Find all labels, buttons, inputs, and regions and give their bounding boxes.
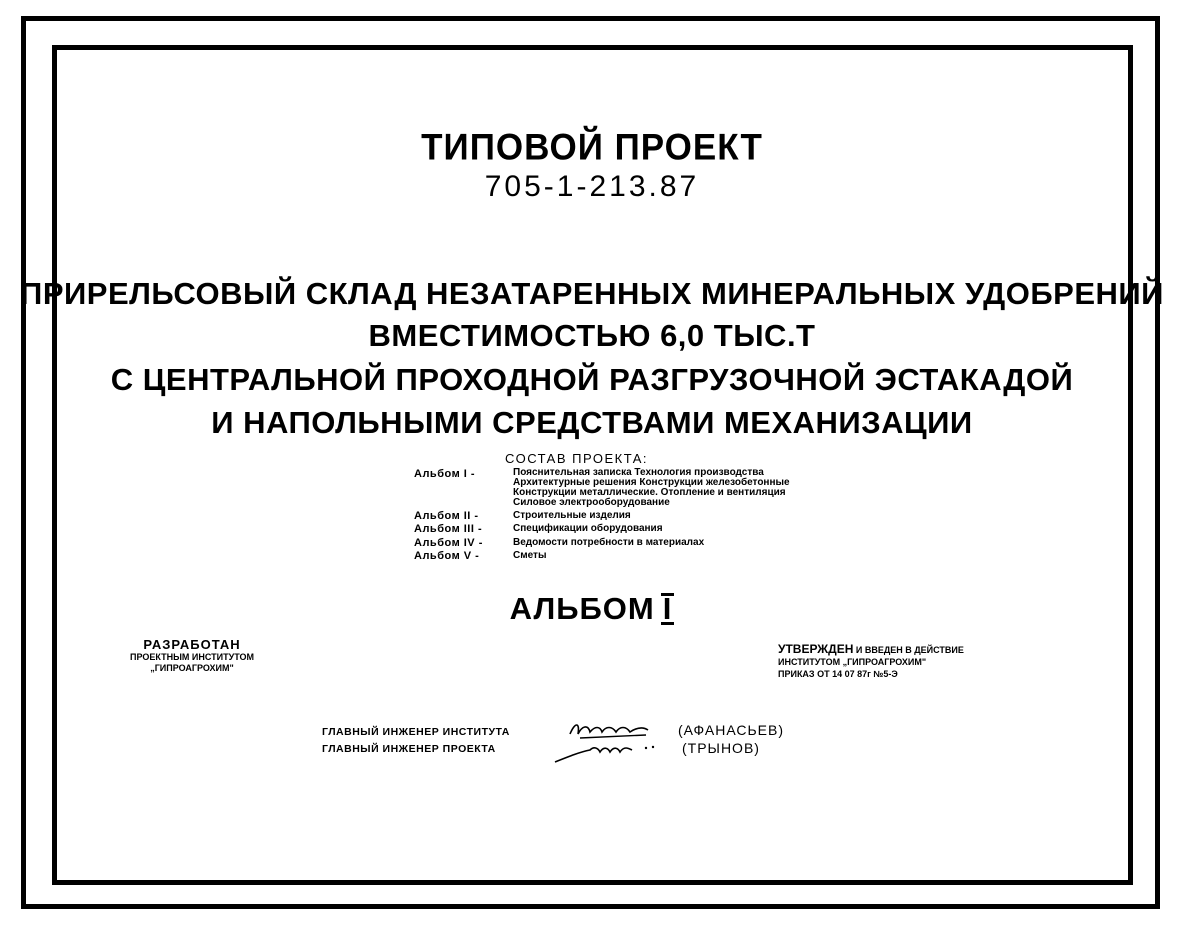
album-1-line-3: Конструкции металлические. Отопление и вентиляция	[513, 487, 786, 498]
signature-role-2: ГЛАВНЫЙ ИНЖЕНЕР ПРОЕКТА	[322, 743, 496, 755]
signature-name-1: (АФАНАСЬЕВ)	[678, 722, 784, 738]
developer-title: РАЗРАБОТАН	[143, 637, 241, 652]
signature-handwritten	[550, 712, 670, 772]
signature-name-2: (ТРЫНОВ)	[682, 740, 760, 756]
approval-approved: УТВЕРЖДЕН	[778, 642, 854, 656]
title-line-4: И НАПОЛЬНЫМИ СРЕДСТВАМИ МЕХАНИЗАЦИИ	[211, 405, 973, 440]
album-4-text: Ведомости потребности в материалах	[513, 537, 705, 548]
approval-block	[778, 643, 964, 680]
title-line-1: ПРИРЕЛЬСОВЫЙ СКЛАД НЕЗАТАРЕННЫХ МИНЕРАЛЬНЫХ УДОБРЕНИЙ	[20, 276, 1164, 311]
album-1-line-4: Силовое электрооборудование	[513, 497, 670, 508]
album-1-line-1: Пояснительная записка Технология производства	[513, 467, 764, 478]
album-5-text: Сметы	[513, 550, 547, 561]
doc-type: ТИПОВОЙ ПРОЕКТ	[421, 127, 763, 168]
album-3-label: Альбом III -	[414, 523, 483, 535]
developer-line-2: „ГИПРОАГРОХИМ"	[150, 663, 234, 673]
album-1-line-2: Архитектурные решения Конструкции железобетонные	[513, 477, 790, 488]
album-heading	[0, 591, 1184, 627]
approval-line-2: ИНСТИТУТОМ „ГИПРОАГРОХИМ"	[778, 657, 927, 667]
signature-role-1: ГЛАВНЫЙ ИНЖЕНЕР ИНСТИТУТА	[322, 726, 510, 738]
album-2-label: Альбом II -	[414, 510, 479, 522]
title-line-2: ВМЕСТИМОСТЬЮ 6,0 ТЫС.Т	[368, 318, 816, 353]
album-2-text: Строительные изделия	[513, 510, 631, 521]
doc-number: 705-1-213.87	[484, 170, 700, 203]
album-1-label: Альбом I -	[414, 468, 476, 480]
approval-line-1	[778, 643, 964, 656]
developer-line-1: ПРОЕКТНЫМ ИНСТИТУТОМ	[130, 652, 254, 662]
approval-line-3: ПРИКАЗ ОТ 14 07 87г №5-Э	[778, 669, 898, 679]
approval-introduced: И ВВЕДЕН В ДЕЙСТВИЕ	[853, 645, 964, 655]
title-line-3: С ЦЕНТРАЛЬНОЙ ПРОХОДНОЙ РАЗГРУЗОЧНОЙ ЭСТАКАДОЙ	[110, 362, 1074, 397]
composition-heading: СОСТАВ ПРОЕКТА:	[505, 451, 649, 466]
album-heading-number: I	[662, 591, 673, 626]
album-heading-label: АЛЬБОМ	[509, 591, 655, 626]
album-5-label: Альбом V -	[414, 550, 480, 562]
developer-block	[112, 637, 272, 674]
album-4-label: Альбом IV -	[414, 537, 483, 549]
album-3-text: Спецификации оборудования	[513, 523, 663, 534]
